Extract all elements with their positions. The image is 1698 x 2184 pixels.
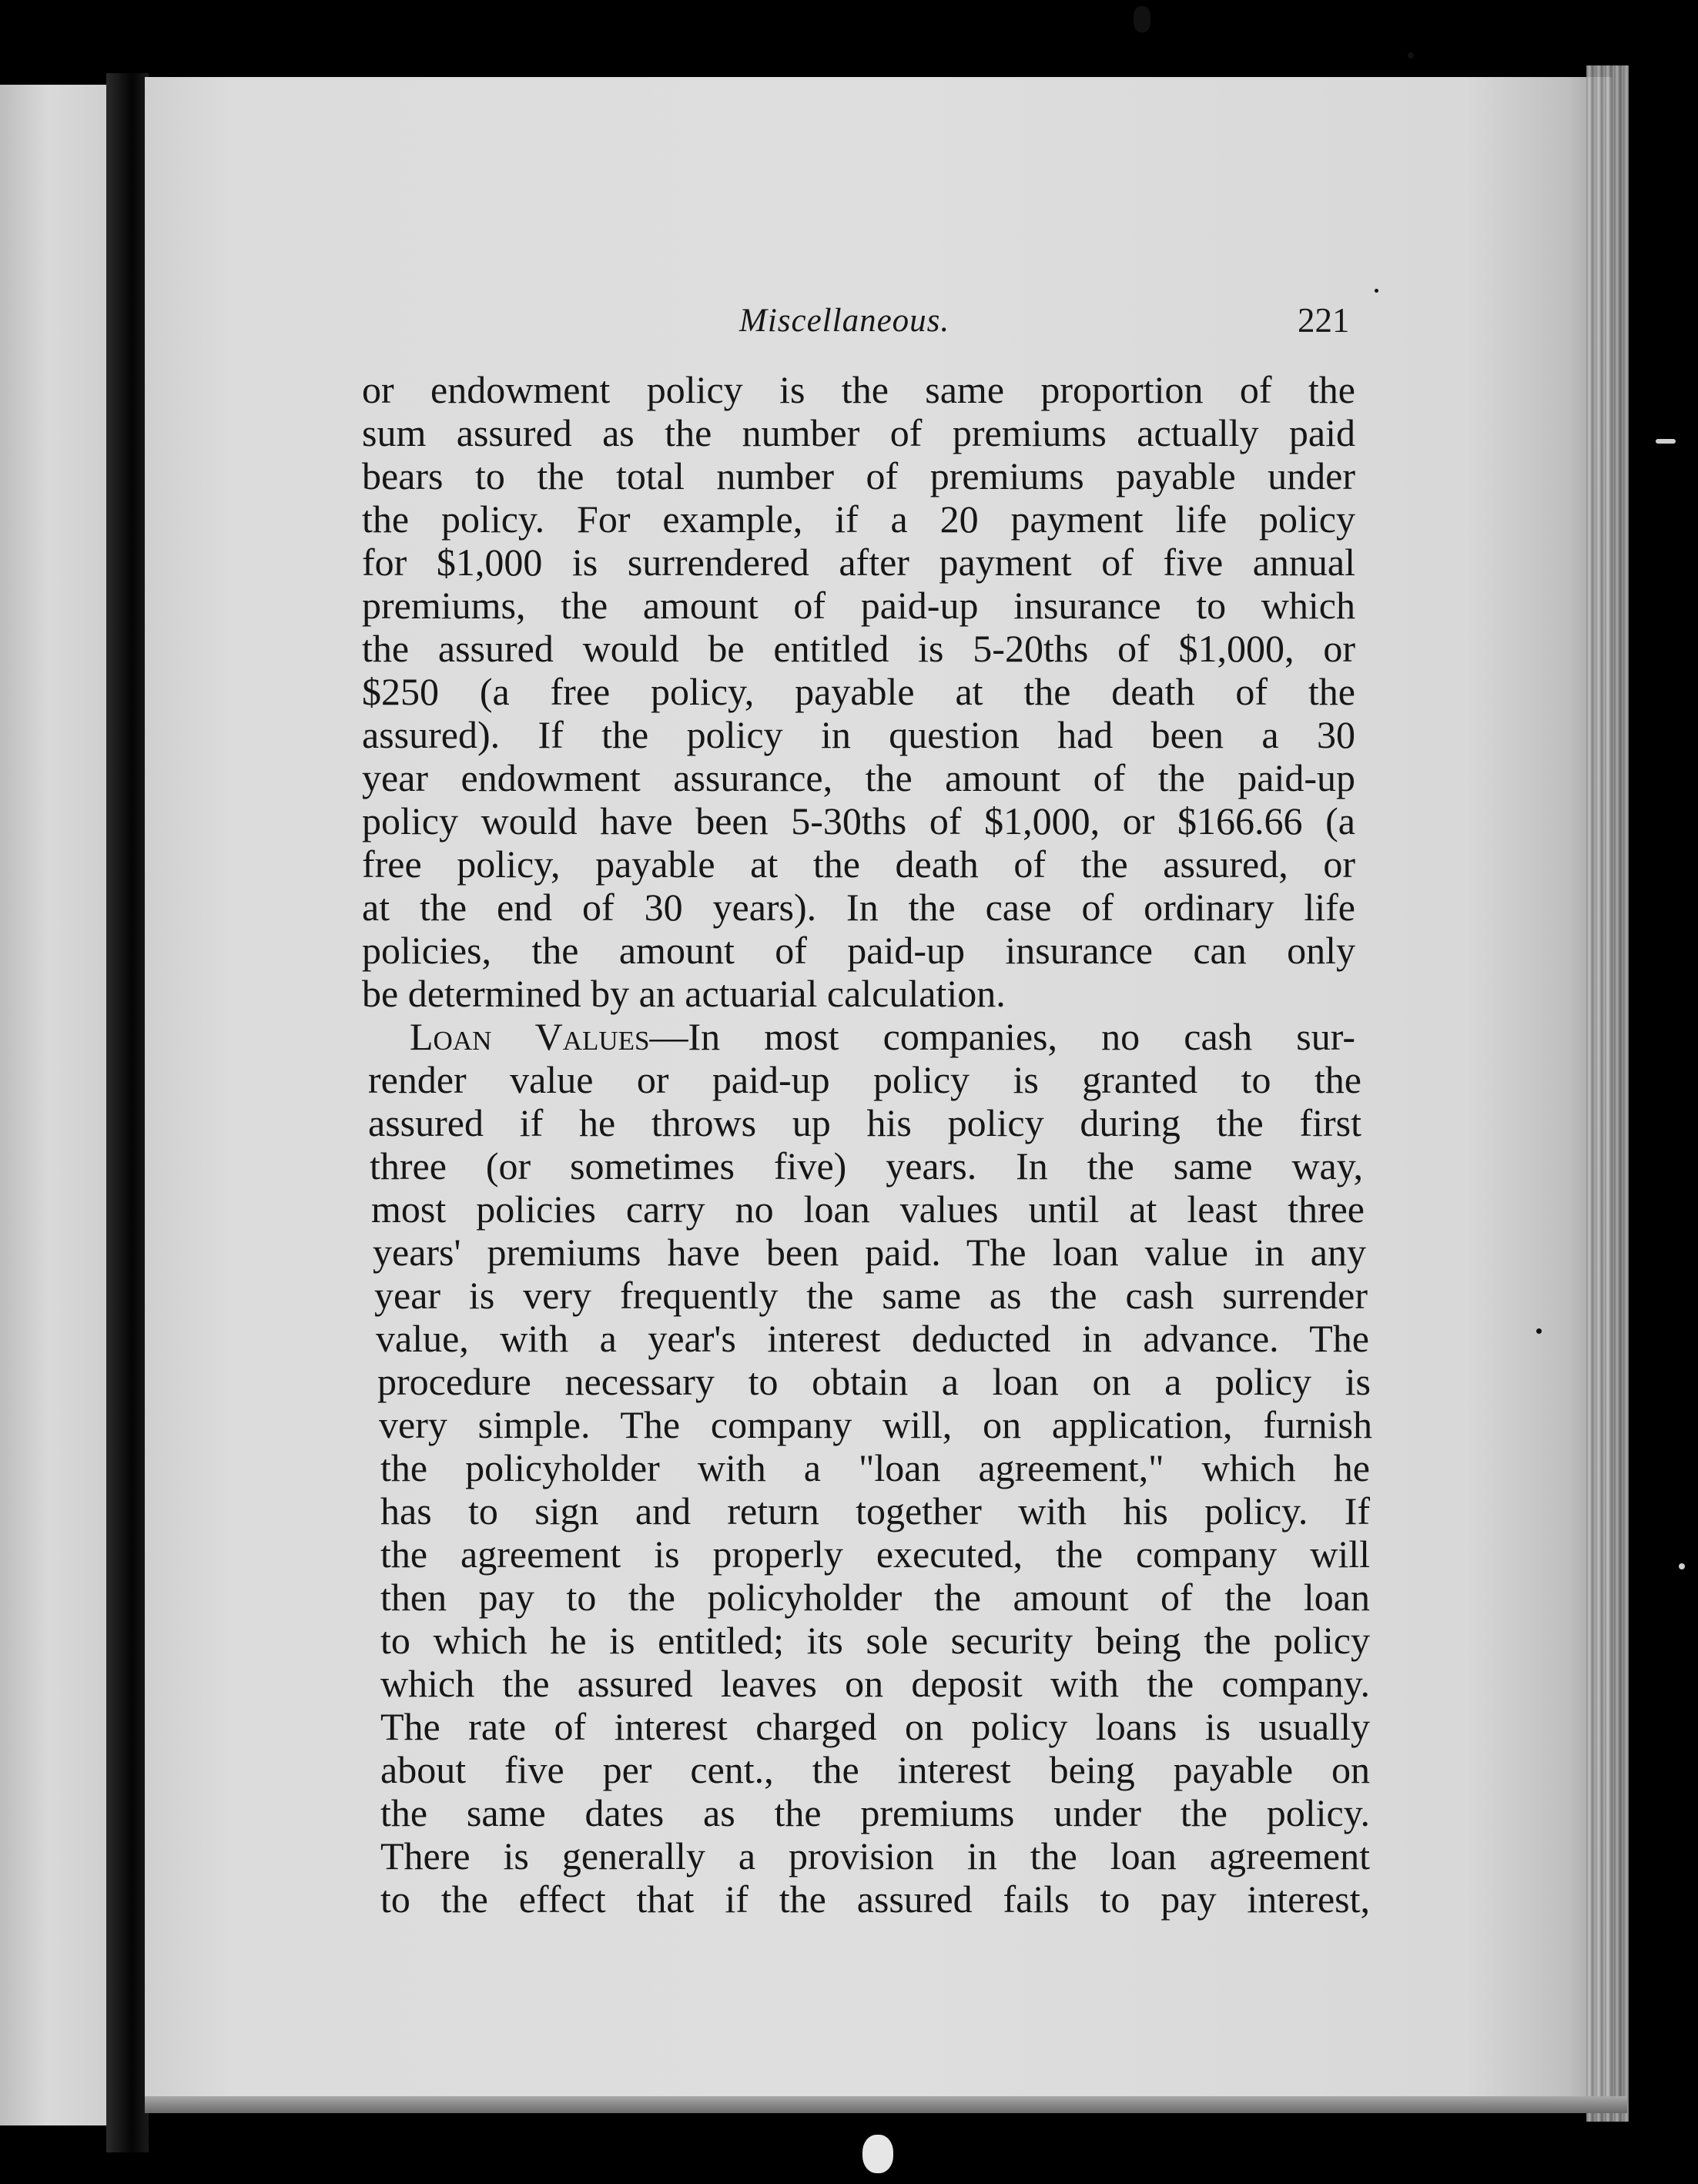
text-line: the policy. For example, if a 20 payment life policy [362,497,1355,541]
scan-speck [862,2135,893,2173]
text-line: most policies carry no loan values until at least three [371,1187,1365,1231]
text-line: then pay to the policyholder the amount of the loan [380,1576,1370,1619]
text-line: the agreement is properly executed, the company will [380,1532,1370,1576]
text-line: There is generally a provision in the loan agreement [380,1834,1370,1878]
text-line: which the assured leaves on deposit with the company. [380,1662,1370,1705]
running-header: Miscellaneous. [739,303,950,339]
section-lead-text: —In most companies, no cash sur- [649,1015,1356,1058]
book-spine-shadow [106,73,149,2152]
text-line: be determined by an actuarial calculation. [362,972,1006,1015]
text-line: The rate of interest charged on policy loans is usually [380,1705,1370,1748]
text-line: very simple. The company will, on application, furnish [379,1403,1372,1446]
text-line: about five per cent., the interest being payable on [380,1748,1370,1791]
scan-speck [1536,1328,1542,1334]
scan-speck [1375,289,1378,293]
text-line: policy would have been 5-30ths of $1,000, or $166.66 (a [362,799,1355,842]
scan-speck [1134,6,1150,32]
text-line: to which he is entitled; its sole security being the policy [380,1619,1370,1662]
scan-speck [1408,52,1414,59]
text-line: sum assured as the number of premiums actually paid [362,411,1355,454]
text-line: year is very frequently the same as the cash surrender [374,1274,1368,1317]
page-number: 221 [1298,301,1350,340]
section-heading: Loan Values [410,1015,650,1058]
text-line: years' premiums have been paid. The loan value in any [373,1231,1366,1274]
text-line: for $1,000 is surrendered after payment of five annual [362,541,1355,584]
scan-speck [1656,439,1676,444]
text-line: to the effect that if the assured fails to pay interest, [380,1878,1370,1921]
text-line: free policy, payable at the death of the assured, or [362,842,1355,886]
page-stack-edge [1586,65,1629,2122]
text-line: render value or paid-up policy is granted to the [368,1058,1361,1101]
text-line: has to sign and return together with his policy. If [380,1489,1370,1532]
text-line: policies, the amount of paid-up insurance can only [362,929,1355,972]
facing-page-edge [0,85,108,2125]
text-line: three (or sometimes five) years. In the same way, [370,1144,1363,1187]
text-line: assured if he throws up his policy during the first [368,1101,1361,1144]
text-line: procedure necessary to obtain a loan on a policy is [377,1360,1371,1403]
text-line-section-start [362,1015,1355,1058]
page-bottom-edge [145,2096,1627,2113]
text-line: year endowment assurance, the amount of the paid-up [362,756,1355,799]
text-line: the same dates as the premiums under the policy. [380,1791,1370,1834]
text-line: premiums, the amount of paid-up insurance to which [362,584,1355,627]
text-line: the assured would be entitled is 5-20ths of $1,000, or [362,627,1355,670]
text-line: $250 (a free policy, payable at the death of the [362,670,1355,713]
text-line: the policyholder with a "loan agreement," which he [380,1446,1370,1489]
text-line: at the end of 30 years). In the case of ordinary life [362,886,1355,929]
scan-speck [1679,1563,1685,1569]
text-line: bears to the total number of premiums payable under [362,454,1355,497]
text-line: or endowment policy is the same proportion of the [362,368,1355,411]
text-line: value, with a year's interest deducted in advance. The [376,1317,1369,1360]
text-line: assured). If the policy in question had been a 30 [362,713,1355,756]
